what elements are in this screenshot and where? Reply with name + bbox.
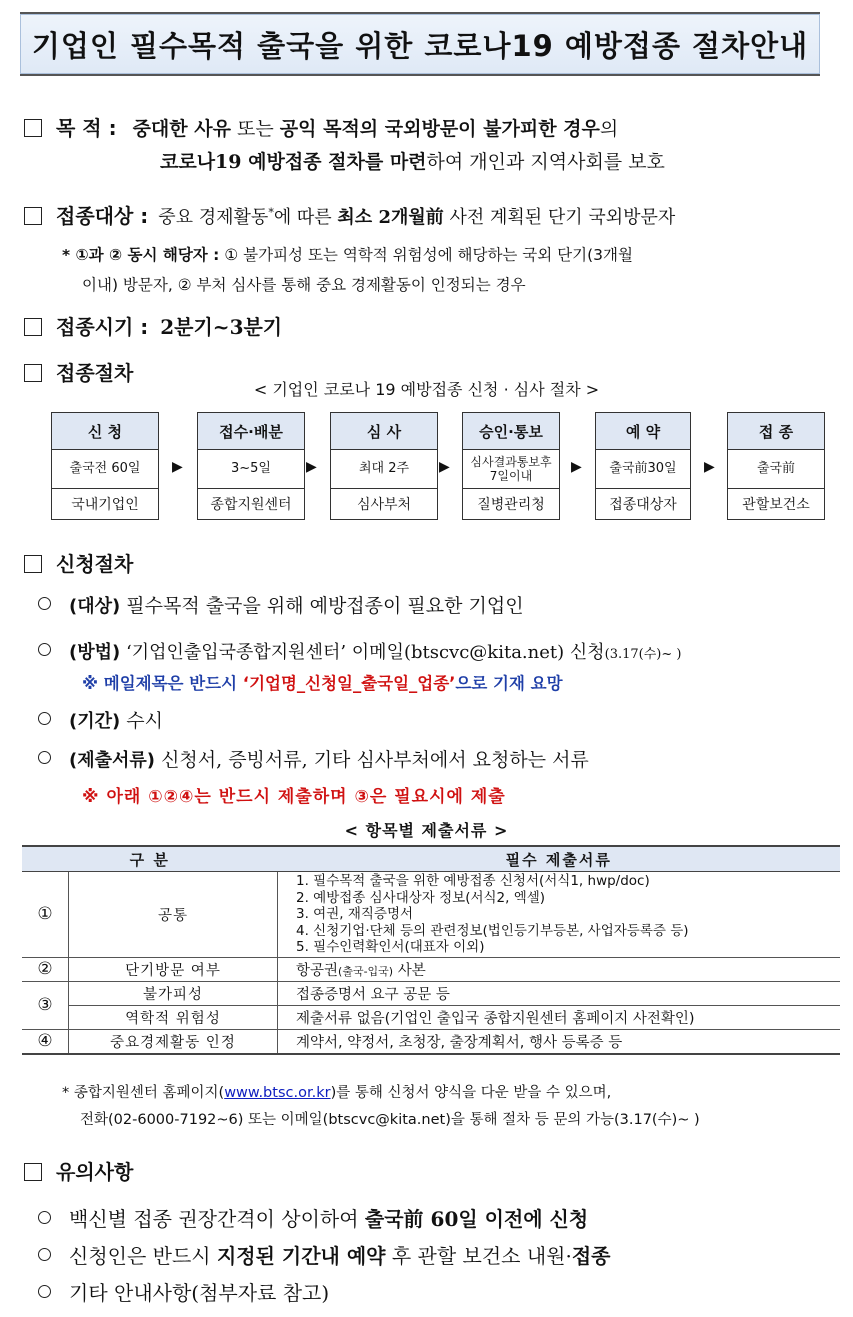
target-note: * ①과 ② 동시 해당자 : ① 불가피성 또는 역학적 위험성에 해당하는 국외 단기(3개월 (62, 246, 633, 264)
circle-bullet-icon (38, 1248, 51, 1261)
table-row: ③ 불가피성 접종증명서 요구 공문 등 (22, 981, 840, 1005)
submit-note: ※ 아래 ①②④는 반드시 제출하며 ③은 필요시에 제출 (82, 787, 506, 807)
purpose-text-1: 중대한 사유 또는 공익 목적의 국외방문이 불가피한 경우의 (132, 118, 619, 140)
documents-table (22, 845, 840, 1055)
table-caption: < 항목별 제출서류 > (344, 821, 509, 840)
checkbox-square-icon (24, 119, 42, 137)
footnote-line-1: * 종합지원센터 홈페이지(www.btsc.or.kr)를 통해 신청서 양식을 다운 받을 수 있으며, (62, 1085, 612, 1101)
step-vaccinate: 접 종 출국前 관할보건소 (727, 412, 825, 520)
note-item-3: 기타 안내사항(첨부자료 참고) (38, 1277, 329, 1306)
purpose-text-2: 코로나19 예방접종 절차를 마련하여 개인과 지역사회를 보호 (160, 151, 665, 173)
table-row: ④ 중요경제활동 인정 계약서, 약정서, 초청장, 출장계획서, 행사 등록증 등 (22, 1029, 840, 1054)
target-text: 중요 경제활동*에 따른 최소 2개월前 사전 계획된 단기 국외방문자 (158, 206, 676, 228)
circle-bullet-icon (38, 1285, 51, 1298)
purpose-label: 목 적 : (56, 116, 117, 140)
arrow-icon: ▶ (571, 459, 582, 475)
circle-bullet-icon (38, 597, 51, 610)
checkbox-square-icon (24, 207, 42, 225)
note-item-2: 신청인은 반드시 지정된 기간내 예약 후 관할 보건소 내원·접종 (38, 1240, 610, 1269)
circle-bullet-icon (38, 1211, 51, 1224)
checkbox-square-icon (24, 318, 42, 336)
step-reserve: 예 약 출국前30일 접종대상자 (595, 412, 691, 520)
circle-bullet-icon (38, 643, 51, 656)
target-label: 접종대상 : (56, 204, 149, 228)
application-item-period: (기간) 수시 (38, 706, 163, 733)
period-value: 2분기~3분기 (160, 315, 283, 339)
checkbox-square-icon (24, 1163, 42, 1181)
period-section (24, 311, 282, 340)
step-receive: 접수·배분 3~5일 종합지원센터 (197, 412, 305, 520)
website-link[interactable]: www.btsc.or.kr (224, 1085, 331, 1101)
application-item-target: (대상) 필수목적 출국을 위해 예방접종이 필요한 기업인 (38, 591, 524, 618)
application-heading: 신청절차 (24, 548, 133, 577)
table-header-row: 구 분 필수 제출서류 (22, 846, 840, 872)
step-approve: 승인·통보 심사결과통보후 7일이내 질병관리청 (462, 412, 560, 520)
circle-bullet-icon (38, 712, 51, 725)
purpose-section (24, 112, 834, 174)
application-item-documents: (제출서류) 신청서, 증빙서류, 기타 심사부처에서 요청하는 서류 (38, 745, 589, 772)
step-apply: 신 청 출국전 60일 국내기업인 (51, 412, 159, 520)
arrow-icon: ▶ (439, 459, 450, 475)
arrow-icon: ▶ (306, 459, 317, 475)
page-title: 기업인 필수목적 출국을 위한 코로나19 예방접종 절차안내 (31, 28, 809, 63)
note-item-1: 백신별 접종 권장간격이 상이하여 출국前 60일 이전에 신청 (38, 1203, 588, 1232)
arrow-icon: ▶ (172, 459, 183, 475)
mail-subject-note: ※ 메일제목은 반드시 ‘기업명_신청일_출국일_업종’으로 기재 요망 (82, 674, 563, 693)
arrow-icon: ▶ (704, 459, 715, 475)
table-row: ① 공통 1. 필수목적 출국을 위한 예방접종 신청서(서식1, hwp/doc) 2. 예방접종 심사대상자 정보(서식2, 엑셀) 3. 여권, 재직증명서 4. 신청기업·단체 등의 관련정보(법인등기부등본, 사업자등록증 등) 5. 필수인력확인서(대표자 이외) (22, 872, 840, 958)
procedure-heading: 접종절차 (24, 357, 133, 386)
application-item-method: (방법) ‘기업인출입국종합지원센터’ 이메일(btscvc@kita.net) 신청(3.17(수)~ ) (38, 638, 681, 664)
notes-heading: 유의사항 (24, 1156, 133, 1185)
target-note-2: 이내) 방문자, ② 부처 심사를 통해 중요 경제활동이 인정되는 경우 (82, 276, 526, 294)
target-section (24, 200, 844, 295)
table-row: 역학적 위험성 제출서류 없음(기업인 출입국 종합지원센터 홈페이지 사전확인) (22, 1005, 840, 1029)
step-review: 심 사 최대 2주 심사부처 (330, 412, 438, 520)
title-banner (20, 12, 820, 76)
procedure-subtitle: < 기업인 코로나 19 예방접종 신청 · 심사 절차 > (253, 380, 600, 399)
checkbox-square-icon (24, 555, 42, 573)
circle-bullet-icon (38, 751, 51, 764)
period-label: 접종시기 : (56, 315, 149, 339)
footnote-line-2: 전화(02-6000-7192~6) 또는 이메일(btscvc@kita.net)을 통해 절차 등 문의 가능(3.17(수)~ ) (80, 1112, 700, 1128)
table-row: ② 단기방문 여부 항공권(출국-입국) 사본 (22, 957, 840, 981)
